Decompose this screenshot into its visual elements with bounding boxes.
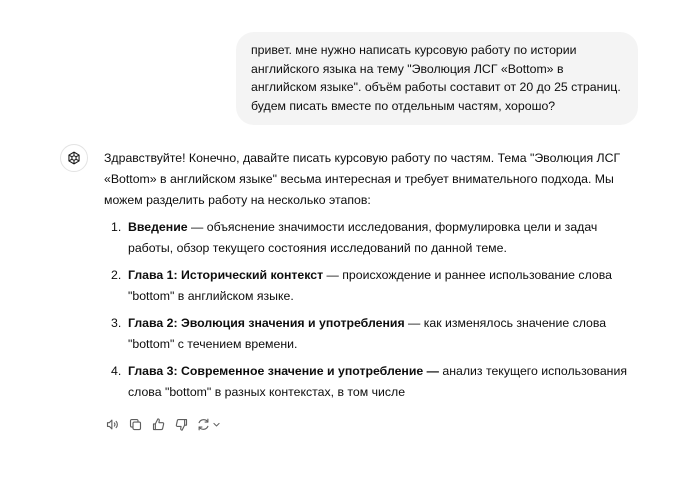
speaker-icon xyxy=(105,417,120,432)
step-title: Глава 2: Эволюция значения и употребления xyxy=(128,316,405,330)
step-number: 1. xyxy=(111,220,122,234)
user-message-text: привет. мне нужно написать курсовую работу по истории английского языка на тему "Эволюция ЛСГ «Bottom» в английском языке". объём работы составит от 20 до 25 страниц. будем писать вместе по отдельным частям, хорошо? xyxy=(251,43,621,113)
step-title: Глава 3: Современное значение и употребление — xyxy=(128,364,439,378)
assistant-intro: Здравствуйте! Конечно, давайте писать курсовую работу по частям. Тема "Эволюция ЛСГ «Bottom» в английском языке" весьма интересная и требует внимательного подхода. Мы можем разделить работу на несколько этапов: xyxy=(104,151,621,207)
bad-response-button[interactable] xyxy=(173,416,190,433)
copy-icon xyxy=(128,417,143,432)
step-description: — происхождение и раннее использование слова "bottom" в английском языке. xyxy=(128,268,612,303)
step-description: — как изменялось значение слова "bottom" с течением времени. xyxy=(128,316,607,351)
assistant-message xyxy=(104,148,644,409)
step-title: Введение xyxy=(128,220,188,234)
step-number: 4. xyxy=(111,364,122,378)
list-item xyxy=(104,265,644,307)
read-aloud-button[interactable] xyxy=(104,416,121,433)
step-description: — объяснение значимости исследования, формулировка цели и задач работы, обзор текущего состояния исследований по данной теме. xyxy=(128,220,598,255)
openai-logo-icon xyxy=(66,150,82,166)
regenerate-button[interactable] xyxy=(196,417,221,432)
list-item xyxy=(104,361,644,403)
regenerate-icon xyxy=(196,417,211,432)
thumbs-up-icon xyxy=(151,417,166,432)
thumbs-down-icon xyxy=(174,417,189,432)
chevron-down-icon xyxy=(212,420,221,429)
list-item xyxy=(104,217,644,259)
good-response-button[interactable] xyxy=(150,416,167,433)
step-number: 3. xyxy=(111,316,122,330)
list-item xyxy=(104,313,644,355)
assistant-avatar xyxy=(60,144,88,172)
copy-button[interactable] xyxy=(127,416,144,433)
steps-list xyxy=(104,217,644,403)
step-title: Глава 1: Исторический контекст xyxy=(128,268,324,282)
message-actions xyxy=(104,415,221,433)
step-description: анализ текущего использования слова "bottom" в разных контекстах, в том числе xyxy=(128,364,627,399)
step-number: 2. xyxy=(111,268,122,282)
user-message-bubble xyxy=(236,32,638,125)
